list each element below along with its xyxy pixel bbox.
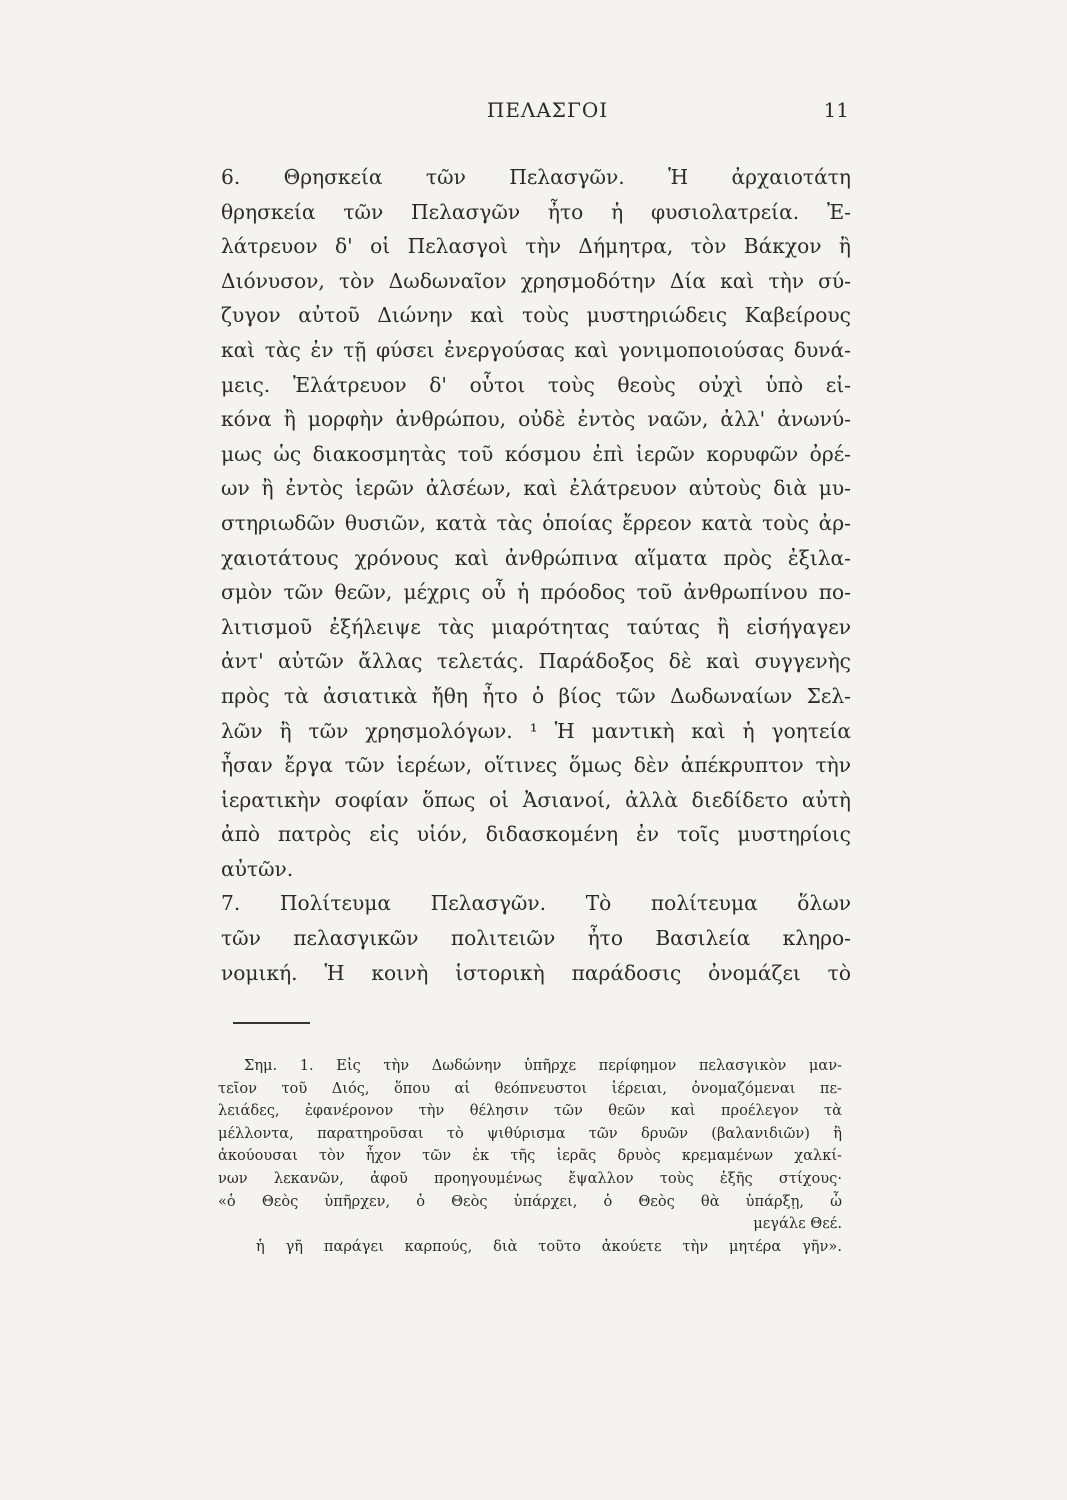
body-line: ζυγον αὐτοῦ Διώνην καὶ τοὺς μυστηριώδεις Καβείρους <box>221 303 851 328</box>
body-line: καὶ τὰς ἐν τῇ φύσει ἐνεργούσας καὶ γονιμοποιούσας δυνά- <box>221 337 851 362</box>
body-line: μως ὡς διακοσμητὰς τοῦ κόσμου ἐπὶ ἱερῶν κορυφῶν ὀρέ- <box>221 441 851 466</box>
body-line: ων ἢ ἐντὸς ἱερῶν ἀλσέων, καὶ ἐλάτρευον αὐτοὺς διὰ μυ- <box>221 476 851 501</box>
footnote-verse-line: «ὁ Θεὸς ὑπῆρχεν, ὁ Θεὸς ὑπάρχει, ὁ Θεὸς θὰ ὑπάρξῃ, ὦ <box>218 1192 842 1210</box>
body-line: νομική. Ἡ κοινὴ ἱστορικὴ παράδοσις ὀνομάζει τὸ <box>221 960 851 985</box>
footnote-verse-line: ἡ γῆ παράγει καρπούς, διὰ τοῦτο ἀκούετε τὴν μητέρα γῆν». <box>256 1237 842 1255</box>
footnote-line: Σημ. 1. Εἰς τὴν Δωδώνην ὑπῆρχε περίφημον πελασγικὸν μαν- <box>244 1057 842 1074</box>
body-line: 7. Πολίτευμα Πελασγῶν. Τὸ πολίτευμα ὅλων <box>221 891 851 916</box>
footnote-divider <box>233 1022 310 1024</box>
body-line: ἀπὸ πατρὸς εἰς υἱόν, διδασκομένη ἐν τοῖς μυστηρίοις <box>221 822 851 847</box>
body-line: θρησκεία τῶν Πελασγῶν ἦτο ἡ φυσιολατρεία. Ἐ- <box>221 199 851 224</box>
page-number: 11 <box>823 98 849 122</box>
body-line: μεις. Ἐλάτρευον δ' οὗτοι τοὺς θεοὺς οὐχὶ ὑπὸ εἰ- <box>221 372 851 397</box>
body-line: σμὸν τῶν θεῶν, μέχρις οὗ ἡ πρόοδος τοῦ ἀνθρωπίνου πο- <box>221 580 851 605</box>
footnote-line: μέλλοντα, παρατηροῦσαι τὸ ψιθύρισμα τῶν δρυῶν (βαλανιδιῶν) ἢ <box>218 1124 842 1142</box>
body-line: ἀντ' αὐτῶν ἄλλας τελετάς. Παράδοξος δὲ καὶ συγγενὴς <box>221 649 851 674</box>
footnote-line: νων λεκανῶν, ἀφοῦ προηγουμένως ἔψαλλον τοὺς ἑξῆς στίχους· <box>218 1169 842 1187</box>
body-line: ἦσαν ἔργα τῶν ἱερέων, οἵτινες ὅμως δὲν ἀπέκρυπτον τὴν <box>221 753 851 778</box>
footnote-line: ἀκούουσαι τὸν ἦχον τῶν ἐκ τῆς ἱερᾶς δρυὸς κρεμαμένων χαλκί- <box>218 1147 842 1165</box>
body-text <box>221 160 851 990</box>
body-line: αὐτῶν. <box>221 856 294 881</box>
body-line: πρὸς τὰ ἀσιατικὰ ἤθη ἦτο ὁ βίος τῶν Δωδωναίων Σελ- <box>221 683 851 708</box>
running-title: ΠΕΛΑΣΓΟΙ <box>486 98 609 122</box>
body-line: χαιοτάτους χρόνους καὶ ἀνθρώπινα αἵματα πρὸς ἐξιλα- <box>221 545 851 570</box>
body-line: λῶν ἢ τῶν χρησμολόγων. ¹ Ἡ μαντικὴ καὶ ἡ γοητεία <box>221 718 851 743</box>
body-line: λιτισμοῦ ἐξήλειψε τὰς μιαρότητας ταύτας ἢ εἰσήγαγεν <box>221 614 851 639</box>
footnote <box>218 1055 842 1258</box>
body-line: λάτρευον δ' οἱ Πελασγοὶ τὴν Δήμητρα, τὸν Βάκχον ἢ <box>221 234 851 259</box>
footnote-verse-line: μεγάλε Θεέ. <box>753 1215 842 1233</box>
body-line: Διόνυσον, τὸν Δωδωναῖον χρησμοδότην Δία καὶ τὴν σύ- <box>221 268 851 293</box>
footnote-line: τεῖον τοῦ Διός, ὅπου αἱ θεόπνευστοι ἱέρειαι, ὀνομαζόμεναι πε- <box>218 1079 842 1097</box>
body-line: κόνα ἢ μορφὴν ἀνθρώπου, οὐδὲ ἐντὸς ναῶν, ἀλλ' ἀνωνύ- <box>221 407 851 432</box>
body-line: στηριωδῶν θυσιῶν, κατὰ τὰς ὁποίας ἔρρεον κατὰ τοὺς ἀρ- <box>221 510 851 535</box>
body-line: 6. Θρησκεία τῶν Πελασγῶν. Ἡ ἀρχαιοτάτη <box>221 165 851 189</box>
body-line: τῶν πελασγικῶν πολιτειῶν ἦτο Βασιλεία κληρο- <box>221 926 851 951</box>
footnote-line: λειάδες, ἐφανέρονον τὴν θέλησιν τῶν θεῶν καὶ προέλεγον τὰ <box>218 1102 842 1120</box>
body-line: ἱερατικὴν σοφίαν ὅπως οἱ Ἀσιανοί, ἀλλὰ διεδίδετο αὐτὴ <box>221 787 851 812</box>
page-header <box>222 98 849 132</box>
